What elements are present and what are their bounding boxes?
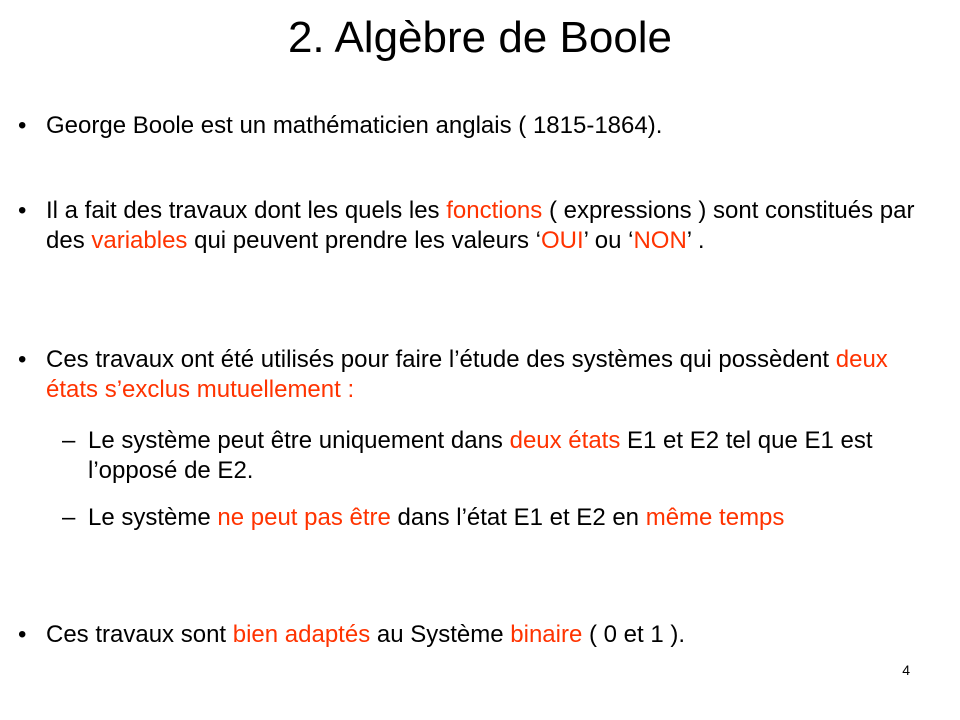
- sub-bullet-dash: –: [62, 427, 76, 454]
- bullet-dot: •: [18, 346, 27, 373]
- highlight-oui: OUI: [540, 227, 584, 254]
- highlight-binaire: binaire: [510, 621, 583, 648]
- sub-bullet-dash: –: [62, 504, 76, 531]
- highlight-variables: variables: [91, 227, 188, 254]
- bullet-text: George Boole est un mathématicien anglais ( 1815-1864).: [46, 112, 663, 139]
- highlight-deux-etats: deux états: [509, 427, 621, 454]
- highlight-ne-peut-pas-etre: ne peut pas être: [217, 504, 391, 531]
- bullet-dot: •: [18, 197, 27, 224]
- bullet-dot: •: [18, 621, 27, 648]
- bullet-text: Ces travaux sont bien adaptés au Système binaire ( 0 et 1 ).: [46, 621, 686, 648]
- page-number: 4: [902, 662, 910, 678]
- slide-title: 2. Algèbre de Boole: [287, 13, 673, 62]
- bullet-text: Il a fait des travaux dont les quels les fonctions ( expressions ) sont constitués par des variables qui peuvent prendre les valeurs ‘OUI’ ou ‘NON’ .: [46, 197, 915, 254]
- sub-bullet-text: Le système ne peut pas être dans l’état E1 et E2 en même temps: [88, 504, 785, 531]
- highlight-bien-adaptes: bien adaptés: [232, 621, 371, 648]
- highlight-meme-temps: même temps: [645, 504, 785, 531]
- bullet-dot: •: [18, 112, 27, 139]
- highlight-fonctions: fonctions: [446, 197, 543, 224]
- highlight-non: NON: [633, 227, 687, 254]
- highlight-deux-etats-exclus: deux états s’exclus mutuellement :: [46, 346, 888, 403]
- sub-bullet-text: Le système peut être uniquement dans deux états E1 et E2 tel que E1 est l’opposé de E2.: [88, 427, 873, 484]
- bullet-text: Ces travaux ont été utilisés pour faire l’étude des systèmes qui possèdent deux états s’exclus mutuellement :: [46, 346, 888, 403]
